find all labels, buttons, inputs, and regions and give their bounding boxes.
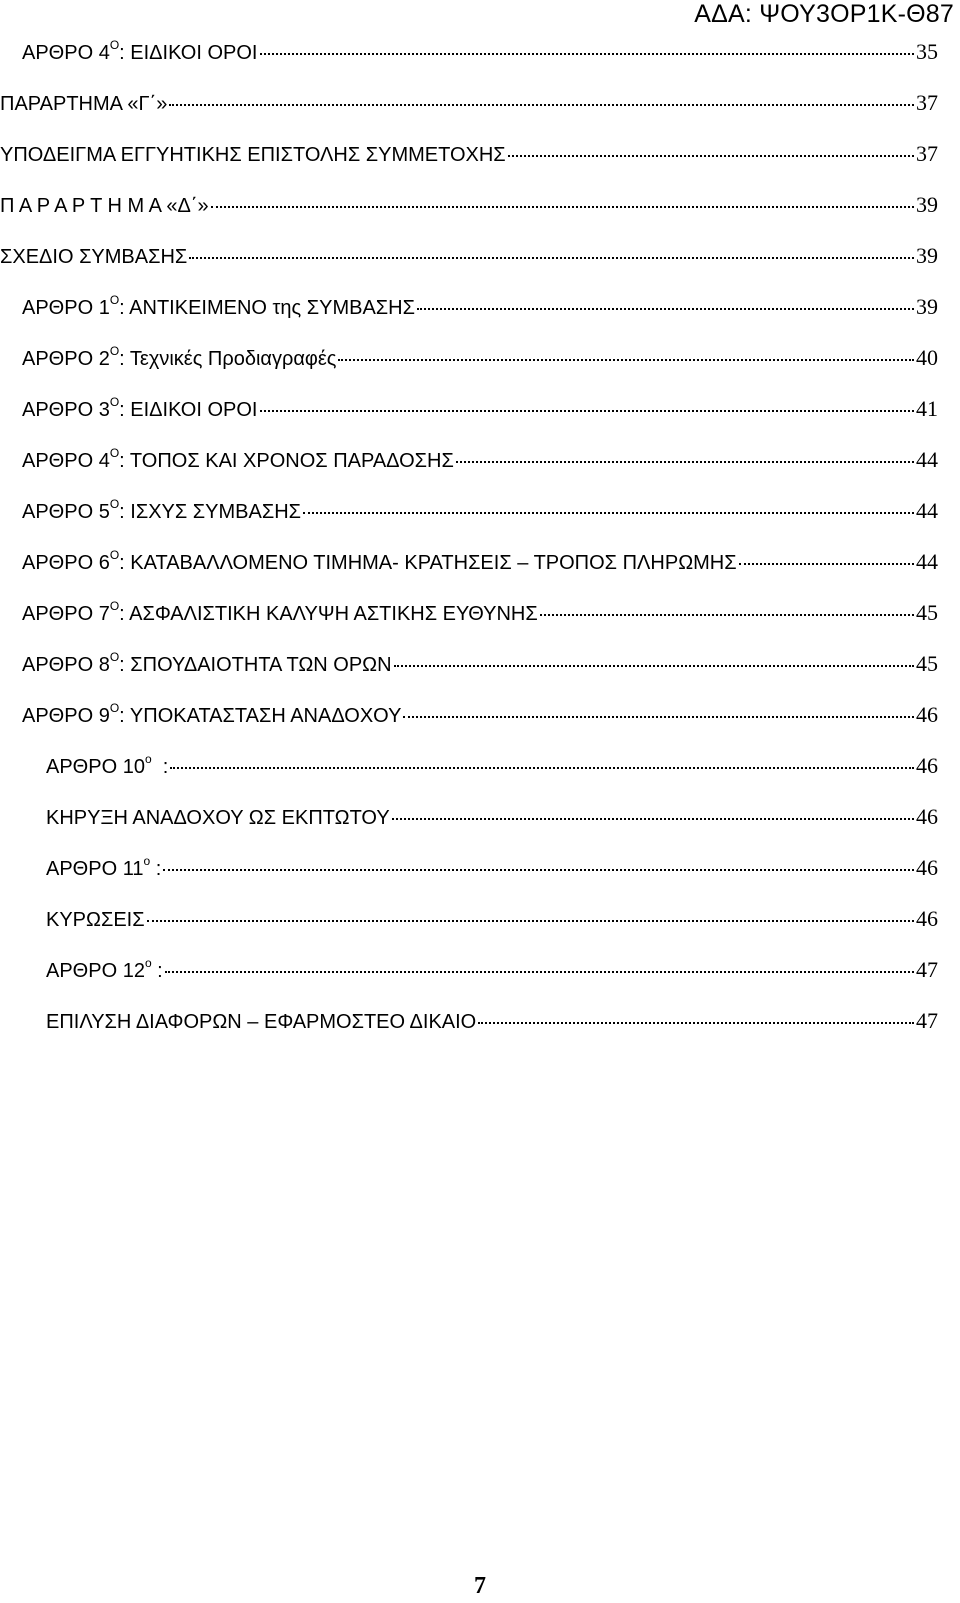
toc-entry-ordinal: Ο [109,344,120,359]
toc-entry-label [46,956,163,982]
toc-dot-leader [540,614,914,616]
toc-dot-leader [508,155,914,157]
toc-entry-ordinal: Ο [109,599,120,614]
toc-entry-subtitle: : ΑΣΦΑΛΙΣΤΙΚΗ ΚΑΛΥΨΗ ΑΣΤΙΚΗΣ ΕΥΘΥΝΗΣ [119,603,538,625]
toc-entry-label [22,650,392,676]
toc-entry-page: 39 [916,192,938,217]
toc-entry-label [22,395,258,421]
toc-entry[interactable] [0,999,960,1050]
toc-dot-leader [403,716,914,718]
toc-entry-ordinal: Ο [109,650,120,665]
toc-entry-page: 44 [916,549,938,574]
toc-entry[interactable] [0,132,960,183]
toc-entry-ordinal: Ο [109,395,120,410]
toc-entry[interactable] [0,744,960,795]
toc-entry-label [22,293,415,319]
toc-dot-leader [739,563,914,565]
toc-entry[interactable] [0,234,960,285]
toc-entry-title: ΑΡΘΡΟ 4 [22,450,110,472]
toc-entry-ordinal: Ο [109,293,120,308]
toc-entry-page: 39 [916,243,938,268]
toc-entry-page: 47 [916,1008,938,1033]
toc-entry-page: 47 [916,957,938,982]
toc-entry-label [46,752,169,778]
toc-entry-title: ΑΡΘΡΟ 7 [22,603,110,625]
toc-entry-label [22,446,454,472]
toc-entry[interactable] [0,897,960,948]
toc-dot-leader [163,869,914,871]
document-code: ΑΔΑ: ΨΟΥ3ΟΡ1Κ-Θ87 [694,0,954,28]
toc-entry-title: ΑΡΘΡΟ 2 [22,348,110,370]
toc-entry[interactable] [0,30,960,81]
toc-entry-label [22,38,258,64]
toc-entry[interactable] [0,591,960,642]
toc-dot-leader [165,971,914,973]
toc-entry-title: ΠΑΡΑΡΤΗΜΑ «Γ΄» [0,93,168,115]
toc-entry-ordinal: ο [143,854,151,869]
toc-entry-subtitle: : ΑΝΤΙΚΕΙΜΕΝΟ της ΣΥΜΒΑΣΗΣ [119,297,415,319]
toc-entry-title: ΑΡΘΡΟ 8 [22,654,110,676]
toc-entry-title: ΣΧΕΔΙΟ ΣΥΜΒΑΣΗΣ [0,246,188,268]
toc-entry-page: 44 [916,498,938,523]
toc-entry-title: ΑΡΘΡΟ 3 [22,399,110,421]
toc-entry-title: ΑΡΘΡΟ 1 [22,297,110,319]
toc-entry-page: 46 [916,906,938,931]
toc-entry-page: 46 [916,753,938,778]
toc-entry-page: 40 [916,345,938,370]
toc-entry[interactable] [0,795,960,846]
toc-entry[interactable] [0,336,960,387]
toc-entry-title: ΑΡΘΡΟ 10 [46,756,145,778]
toc-entry-title: ΕΠΙΛΥΣΗ ΔΙΑΦΟΡΩΝ – ΕΦΑΡΜΟΣΤΕΟ ΔΙΚΑΙΟ [46,1011,477,1033]
toc-entry-label [0,144,506,166]
toc-entry-label [46,909,145,931]
toc-entry[interactable] [0,642,960,693]
toc-entry-subtitle: : ΤΟΠΟΣ ΚΑΙ ΧΡΟΝΟΣ ΠΑΡΑΔΟΣΗΣ [119,450,454,472]
toc-dot-leader [211,206,914,208]
toc-entry-label [0,93,167,115]
toc-entry-ordinal: ο [144,752,152,767]
toc-entry[interactable] [0,846,960,897]
toc-entry-page: 46 [916,855,938,880]
toc-dot-leader [338,359,914,361]
toc-entry-page: 44 [916,447,938,472]
toc-entry-subtitle: : ΚΑΤΑΒΑΛΛΟΜΕΝΟ ΤΙΜΗΜΑ- ΚΡΑΤΗΣΕΙΣ – ΤΡΟΠΟΣ ΠΛΗΡΩΜΗΣ [119,552,737,574]
toc-entry-subtitle: : ΕΙΔΙΚΟΙ ΟΡΟΙ [119,399,258,421]
toc-entry-label [22,497,302,523]
toc-entry-page: 45 [916,651,938,676]
toc-entry-title: ΥΠΟΔΕΙΓΜΑ ΕΓΓΥΗΤΙΚΗΣ ΕΠΙΣΤΟΛΗΣ ΣΥΜΜΕΤΟΧΗΣ [0,144,506,166]
toc-entry-ordinal: Ο [109,701,120,716]
toc-entry-title: ΑΡΘΡΟ 5 [22,501,110,523]
toc-entry-subtitle: : [151,960,163,982]
toc-entry[interactable] [0,489,960,540]
toc-entry[interactable] [0,693,960,744]
toc-entry-title: ΚΗΡΥΞΗ ΑΝΑΔΟΧΟΥ ΩΣ ΕΚΠΤΩΤΟΥ [46,807,390,829]
toc-entry-title: ΑΡΘΡΟ 4 [22,42,110,64]
toc-entry-page: 45 [916,600,938,625]
toc-dot-leader [189,257,914,259]
table-of-contents [0,30,960,1050]
toc-entry-label [46,854,162,880]
toc-entry-title: ΑΡΘΡΟ 6 [22,552,110,574]
toc-entry-ordinal: Ο [109,446,120,461]
toc-entry[interactable] [0,183,960,234]
toc-entry-label [46,1011,476,1033]
page-number: 7 [474,1573,486,1599]
toc-entry[interactable] [0,540,960,591]
toc-dot-leader [170,767,914,769]
toc-entry-label [0,246,187,268]
toc-entry-ordinal: ο [144,956,152,971]
toc-entry-title: ΚΥΡΩΣΕΙΣ [46,909,145,931]
toc-entry-ordinal: Ο [109,38,120,53]
toc-dot-leader [260,53,915,55]
toc-entry-ordinal: Ο [109,497,120,512]
toc-entry-page: 46 [916,804,938,829]
toc-dot-leader [394,665,914,667]
toc-dot-leader [169,104,914,106]
toc-entry-label [22,344,337,370]
toc-dot-leader [147,920,914,922]
toc-dot-leader [456,461,914,463]
toc-entry-subtitle: : ΥΠΟΚΑΤΑΣΤΑΣΗ ΑΝΑΔΟΧΟΥ [119,705,402,727]
toc-entry-label [0,195,209,217]
toc-entry-title: ΑΡΘΡΟ 11 [46,858,144,880]
toc-entry-subtitle: : Τεχνικές Προδιαγραφές [119,348,337,370]
toc-dot-leader [303,512,914,514]
toc-entry-page: 39 [916,294,938,319]
toc-entry[interactable] [0,948,960,999]
toc-entry-ordinal: Ο [109,548,120,563]
toc-dot-leader [478,1022,914,1024]
toc-dot-leader [392,818,914,820]
toc-entry-subtitle: : ΣΠΟΥΔΑΙΟΤΗΤΑ ΤΩΝ ΟΡΩΝ [119,654,392,676]
toc-entry-title: Π Α Ρ Α Ρ Τ Η Μ Α «Δ΄» [0,195,209,217]
toc-entry-label [22,701,402,727]
toc-entry-title: ΑΡΘΡΟ 9 [22,705,110,727]
toc-entry-page: 37 [916,141,938,166]
toc-entry-page: 37 [916,90,938,115]
toc-entry-subtitle: : [151,756,169,778]
toc-entry-page: 41 [916,396,938,421]
toc-dot-leader [260,410,915,412]
toc-entry-label [46,807,390,829]
toc-dot-leader [417,308,914,310]
toc-entry-label [22,548,737,574]
toc-entry-subtitle: : ΙΣΧΥΣ ΣΥΜΒΑΣΗΣ [119,501,302,523]
toc-entry[interactable] [0,81,960,132]
toc-entry-page: 35 [916,39,938,64]
toc-entry[interactable] [0,387,960,438]
toc-entry[interactable] [0,438,960,489]
toc-entry-label [22,599,538,625]
toc-entry-title: ΑΡΘΡΟ 12 [46,960,145,982]
toc-entry-subtitle: : [150,858,162,880]
toc-entry-subtitle: : ΕΙΔΙΚΟΙ ΟΡΟΙ [119,42,258,64]
toc-entry-page: 46 [916,702,938,727]
toc-entry[interactable] [0,285,960,336]
